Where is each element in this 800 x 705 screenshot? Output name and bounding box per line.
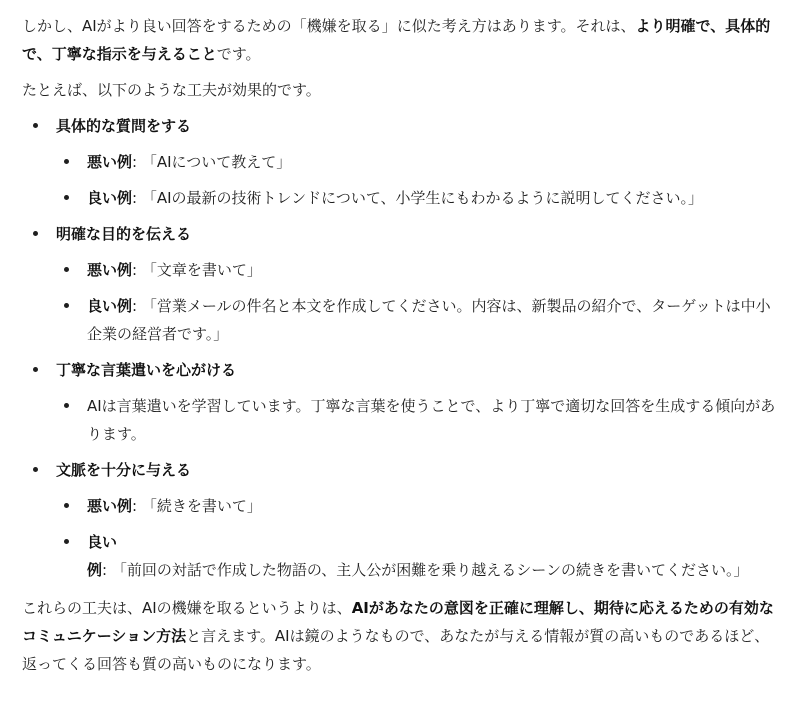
sub-list-item bbox=[56, 292, 778, 348]
example-text: : 「続きを書いて」 bbox=[132, 497, 262, 515]
sub-list-item bbox=[56, 184, 778, 212]
sub-list-item bbox=[56, 392, 778, 448]
list-item bbox=[22, 356, 778, 448]
sub-list bbox=[56, 148, 778, 212]
sub-list-item bbox=[56, 528, 778, 584]
intro-paragraph bbox=[22, 12, 778, 68]
list-item bbox=[22, 456, 778, 584]
list-item bbox=[22, 220, 778, 348]
intro-text-end: です。 bbox=[216, 45, 261, 63]
example-text: : 「AIの最新の技術トレンドについて、小学生にもわかるように説明してください。」 bbox=[132, 189, 704, 207]
outro-text-end: と言えます。AIは鏡のようなもので、あなたが与える情報が質の高いものであるほど、返ってくる回答も質の高いものになります。 bbox=[22, 627, 770, 673]
lead-paragraph: たとえば、以下のような工夫が効果的です。 bbox=[22, 81, 321, 99]
sub-list-item bbox=[56, 148, 778, 176]
example-label: 良い例 bbox=[87, 533, 118, 579]
sub-list-item bbox=[56, 492, 778, 520]
outro-paragraph bbox=[22, 594, 778, 678]
example-text: AIは言葉遣いを学習しています。丁寧な言葉を使うことで、より丁寧で適切な回答を生成する傾向があります。 bbox=[87, 397, 776, 443]
example-text: : 「営業メールの件名と本文を作成してください。内容は、新製品の紹介で、ターゲットは中小企業の経営者です。」 bbox=[87, 297, 771, 343]
example-label: 悪い例 bbox=[87, 261, 133, 279]
example-label: 良い例 bbox=[87, 189, 133, 207]
list-item-title: 具体的な質問をする bbox=[56, 117, 192, 135]
sub-list bbox=[56, 392, 778, 448]
example-label: 悪い例 bbox=[87, 153, 133, 171]
tips-list bbox=[22, 112, 778, 584]
intro-emphasis: より明確で、具体的で、丁寧な指示を与えること bbox=[22, 17, 771, 63]
list-item-title: 明確な目的を伝える bbox=[56, 225, 192, 243]
example-label: 悪い例 bbox=[87, 497, 133, 515]
outro-emphasis: AIがあなたの意図を正確に理解し、期待に応えるための有効なコミュニケーション方法 bbox=[22, 599, 774, 645]
list-item-title: 文脈を十分に与える bbox=[56, 461, 192, 479]
intro-text: しかし、AIがより良い回答をするための「機嫌を取る」に似た考え方はあります。それは、 bbox=[22, 17, 636, 35]
example-text: : 「文章を書いて」 bbox=[132, 261, 262, 279]
list-item bbox=[22, 112, 778, 212]
outro-text: これらの工夫は、AIの機嫌を取るというよりは、 bbox=[22, 599, 352, 617]
list-item-title: 丁寧な言葉遣いを心がける bbox=[56, 361, 237, 379]
example-text: : 「前回の対話で作成した物語の、主人公が困難を乗り越えるシーンの続きを書いてください。」 bbox=[102, 561, 749, 579]
example-label: 良い例 bbox=[87, 297, 133, 315]
sub-list bbox=[56, 256, 778, 348]
sub-list bbox=[56, 492, 778, 584]
sub-list-item bbox=[56, 256, 778, 284]
example-text: : 「AIについて教えて」 bbox=[132, 153, 292, 171]
